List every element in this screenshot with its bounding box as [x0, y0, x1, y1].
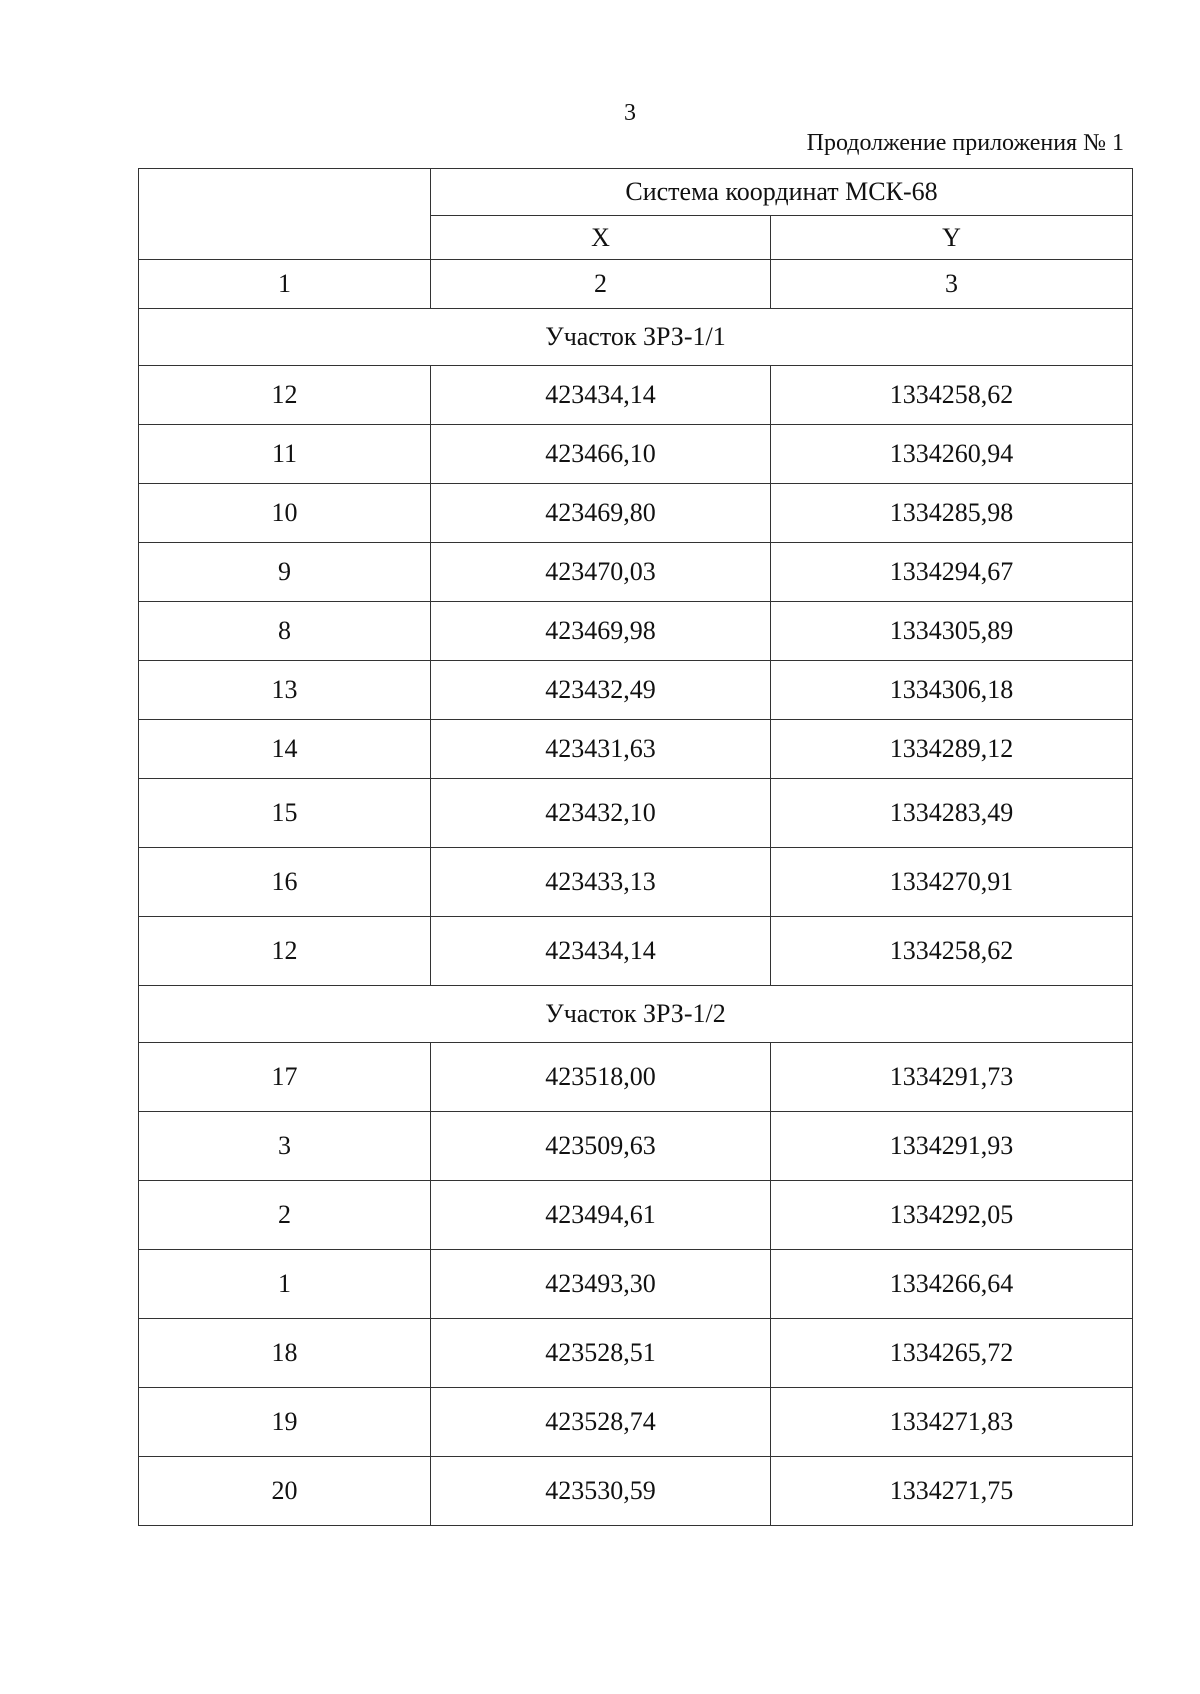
- column-number: 1: [139, 260, 431, 309]
- section-title-row: [139, 309, 1133, 366]
- y-coordinate-cell: 1334289,12: [771, 720, 1133, 779]
- point-number-cell: 2: [139, 1181, 431, 1250]
- y-coordinate-cell: 1334294,67: [771, 543, 1133, 602]
- x-coordinate-cell: 423528,74: [431, 1388, 771, 1457]
- column-number: 2: [431, 260, 771, 309]
- y-coordinate-cell: 1334291,93: [771, 1112, 1133, 1181]
- x-coordinate-cell: 423469,80: [431, 484, 771, 543]
- column-number-row: [139, 260, 1133, 309]
- system-header: Система координат МСК-68: [431, 169, 1133, 216]
- y-coordinate-cell: 1334260,94: [771, 425, 1133, 484]
- appendix-note: Продолжение приложения № 1: [806, 130, 1124, 156]
- point-number-cell: 17: [139, 1043, 431, 1112]
- y-coordinate-cell: 1334265,72: [771, 1319, 1133, 1388]
- y-coordinate-cell: 1334266,64: [771, 1250, 1133, 1319]
- table-row: [139, 848, 1133, 917]
- point-number-cell: 16: [139, 848, 431, 917]
- x-coordinate-cell: 423431,63: [431, 720, 771, 779]
- table-row: [139, 1319, 1133, 1388]
- point-number-cell: 10: [139, 484, 431, 543]
- x-coordinate-cell: 423494,61: [431, 1181, 771, 1250]
- y-coordinate-cell: 1334271,83: [771, 1388, 1133, 1457]
- table-row: [139, 366, 1133, 425]
- y-coordinate-cell: 1334270,91: [771, 848, 1133, 917]
- x-coordinate-cell: 423493,30: [431, 1250, 771, 1319]
- point-number-cell: 18: [139, 1319, 431, 1388]
- y-coordinate-cell: 1334292,05: [771, 1181, 1133, 1250]
- y-coordinate-cell: 1334283,49: [771, 779, 1133, 848]
- section-title: Участок ЗРЗ-1/1: [139, 309, 1133, 366]
- x-coordinate-cell: 423432,49: [431, 661, 771, 720]
- table-row: [139, 484, 1133, 543]
- table-row: [139, 543, 1133, 602]
- x-header: X: [431, 216, 771, 260]
- point-number-cell: 12: [139, 366, 431, 425]
- x-coordinate-cell: 423434,14: [431, 917, 771, 986]
- header-empty-cell: [139, 169, 431, 260]
- table-row: [139, 779, 1133, 848]
- table-row: [139, 1250, 1133, 1319]
- x-coordinate-cell: 423518,00: [431, 1043, 771, 1112]
- point-number-cell: 13: [139, 661, 431, 720]
- y-coordinate-cell: 1334258,62: [771, 917, 1133, 986]
- table-row: [139, 661, 1133, 720]
- y-coordinate-cell: 1334271,75: [771, 1457, 1133, 1526]
- table-row: [139, 1112, 1133, 1181]
- table-row: [139, 1181, 1133, 1250]
- y-coordinate-cell: 1334305,89: [771, 602, 1133, 661]
- point-number-cell: 9: [139, 543, 431, 602]
- point-number-cell: 20: [139, 1457, 431, 1526]
- x-coordinate-cell: 423469,98: [431, 602, 771, 661]
- table-body: [139, 169, 1133, 1526]
- x-coordinate-cell: 423432,10: [431, 779, 771, 848]
- table-row: [139, 917, 1133, 986]
- coordinates-table: [138, 168, 1133, 1526]
- x-coordinate-cell: 423434,14: [431, 366, 771, 425]
- point-number-cell: 8: [139, 602, 431, 661]
- point-number-cell: 1: [139, 1250, 431, 1319]
- y-coordinate-cell: 1334291,73: [771, 1043, 1133, 1112]
- x-coordinate-cell: 423530,59: [431, 1457, 771, 1526]
- header-row-system: [139, 169, 1133, 216]
- table-row: [139, 1043, 1133, 1112]
- y-header: Y: [771, 216, 1133, 260]
- table-row: [139, 720, 1133, 779]
- table-row: [139, 602, 1133, 661]
- x-coordinate-cell: 423528,51: [431, 1319, 771, 1388]
- x-coordinate-cell: 423433,13: [431, 848, 771, 917]
- y-coordinate-cell: 1334285,98: [771, 484, 1133, 543]
- column-number: 3: [771, 260, 1133, 309]
- section-title-row: [139, 986, 1133, 1043]
- point-number-cell: 14: [139, 720, 431, 779]
- x-coordinate-cell: 423509,63: [431, 1112, 771, 1181]
- table-row: [139, 425, 1133, 484]
- table-row: [139, 1457, 1133, 1526]
- x-coordinate-cell: 423470,03: [431, 543, 771, 602]
- y-coordinate-cell: 1334306,18: [771, 661, 1133, 720]
- point-number-cell: 19: [139, 1388, 431, 1457]
- point-number-cell: 3: [139, 1112, 431, 1181]
- point-number-cell: 12: [139, 917, 431, 986]
- point-number-cell: 15: [139, 779, 431, 848]
- y-coordinate-cell: 1334258,62: [771, 366, 1133, 425]
- x-coordinate-cell: 423466,10: [431, 425, 771, 484]
- page-number: 3: [624, 100, 636, 126]
- section-title: Участок ЗРЗ-1/2: [139, 986, 1133, 1043]
- table-row: [139, 1388, 1133, 1457]
- point-number-cell: 11: [139, 425, 431, 484]
